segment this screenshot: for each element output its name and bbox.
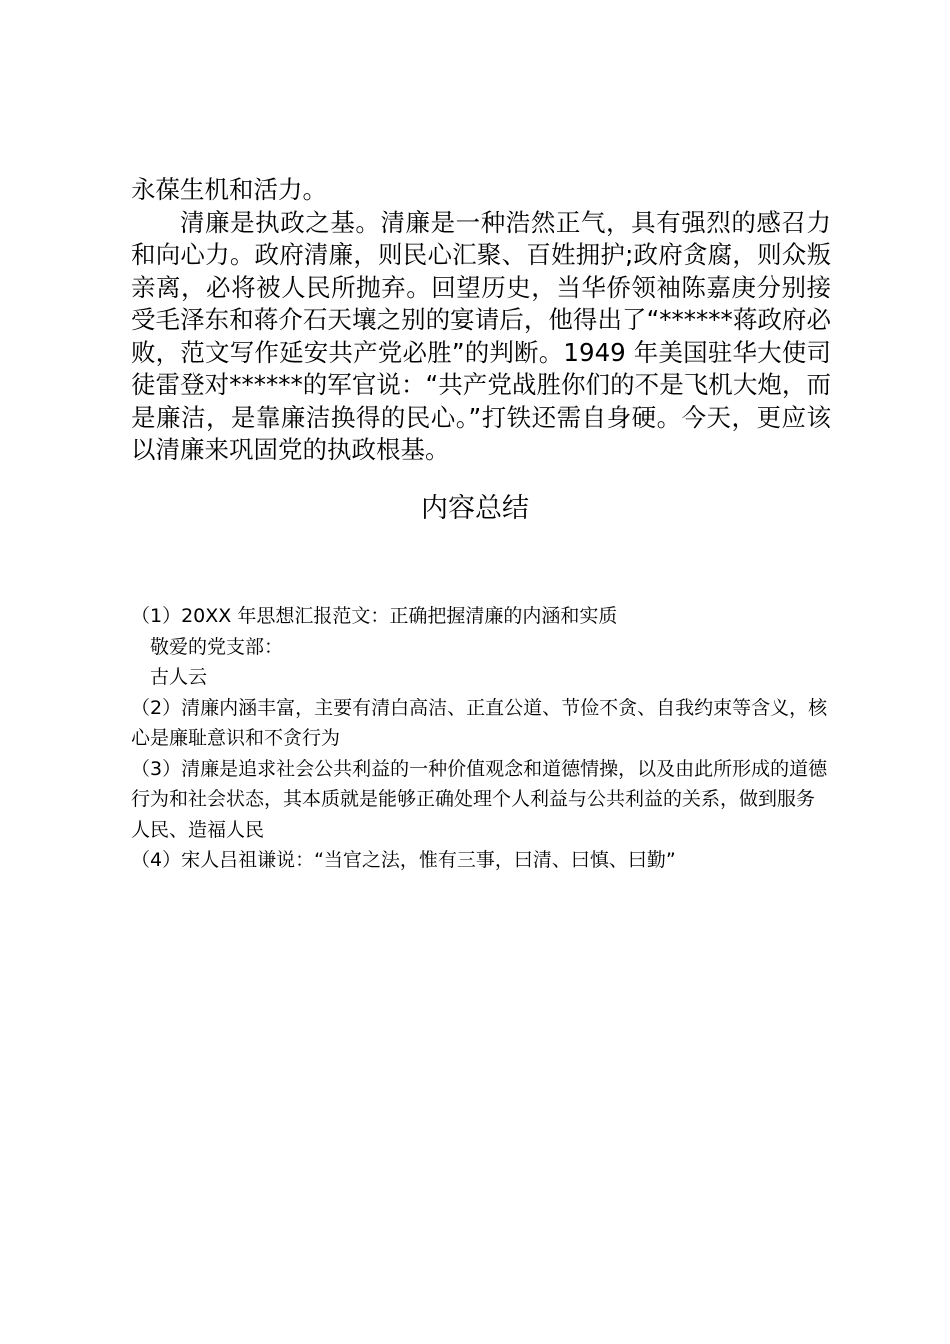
summary-item-1-quote-start: 古人云 — [150, 666, 208, 688]
summary-title: 内容总结 — [421, 493, 529, 524]
summary-item-4: （4）宋人吕祖谦说：“当官之法，惟有三事，曰清、曰慎、曰勤” — [131, 849, 676, 871]
summary-item-2: （2）清廉内涵丰富，主要有清白高洁、正直公道、节俭不贪、自我约束等含义，核心是廉耻意识和不贪行为 — [131, 696, 828, 749]
body-paragraph-2: 清廉是执政之基。清廉是一种浩然正气，具有强烈的感召力和向心力。政府清廉，则民心汇聚、百姓拥护;政府贪腐，则众叛亲离，必将被人民所抛弃。回望历史，当华侨领袖陈嘉庚分别接受毛泽东和蒋介石天壤之别的宴请后，他得出了“******蒋政府必败，范文写作延安共产党必胜”的判断。1949 年美国驻华大使司徒雷登对******的军官说：“共产党战胜你们的不是飞机大炮，而是廉洁，是靠廉洁换得的民心。”打铁还需自身硬。今天，更应该以清廉来巩固党的执政根基。 — [131, 207, 831, 464]
body-text — [131, 174, 831, 467]
summary-list — [131, 601, 831, 876]
summary-item-3: （3）清廉是追求社会公共利益的一种价值观念和道德情操，以及由此所形成的道德行为和社会状态，其本质就是能够正确处理个人利益与公共利益的关系，做到服务人民、造福人民 — [131, 757, 828, 841]
summary-item-1-salutation: 敬爱的党支部： — [150, 635, 284, 658]
summary-item-1: （1）20XX 年思想汇报范文：正确把握清廉的内涵和实质 — [131, 605, 618, 627]
body-paragraph-1: 永葆生机和活力。 — [131, 175, 327, 204]
